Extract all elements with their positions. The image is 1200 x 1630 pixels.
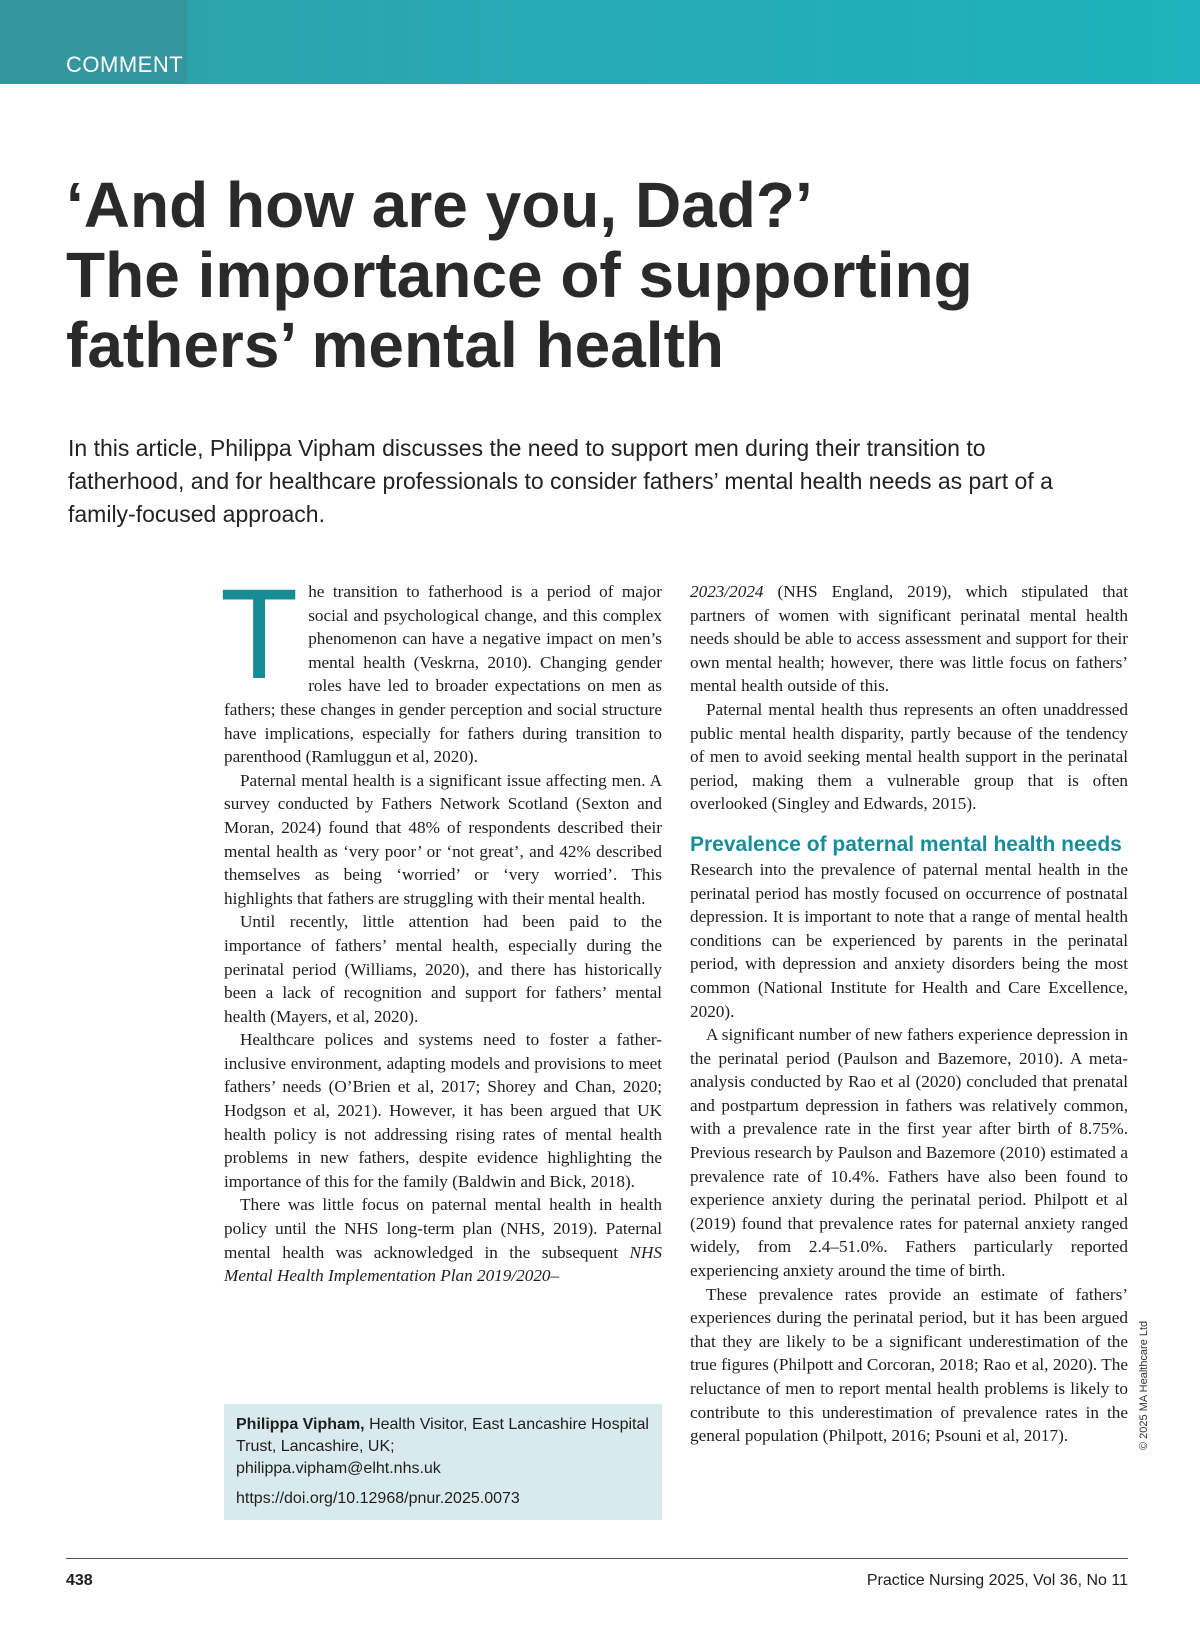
title-line: The importance of supporting [66, 239, 973, 311]
title-line: fathers’ mental health [66, 309, 724, 381]
section-label: COMMENT [66, 52, 184, 77]
paragraph: These prevalence rates provide an estimate of fathers’ experiences during the perinatal period, but it has been argued that they are likely to be a significant underestimation of the true figures (Philpott and Corcoran, 2018; Rao et al, 2020). The reluctance of men to report mental health problems is likely to contribute to this underestimation of prevalence rates in the general population (Philpott, 2016; Psouni et al, 2017). [690, 1284, 1128, 1446]
paragraph: Paternal mental health thus represents an often unaddressed public mental health disparity, partly because of the tendency of men to avoid seeking mental health support in the perinatal period, making them a vulnerable group that is often overlooked (Singley and Edwards, 2015). [690, 699, 1128, 814]
policy-title-italic: 2023/2024 [690, 582, 764, 601]
policy-title-italic: NHS Mental Health Implementation Plan 2019/2020– [224, 1242, 662, 1286]
standfirst: In this article, Philippa Vipham discusses the need to support men during their transition to fatherhood, and for healthcare professionals to consider fathers’ mental health needs as part of a family-focused approach. [68, 435, 1053, 527]
footer-rule [66, 1558, 1128, 1559]
copyright-notice: © 2025 MA Healthcare Ltd [1138, 1320, 1150, 1450]
drop-cap: T [220, 563, 299, 706]
title-line: ‘And how are you, Dad?’ [66, 169, 813, 241]
author-name: Philippa Vipham, [236, 1416, 365, 1433]
paragraph-text: There was little focus on paternal mental health in health policy until the NHS long-term plan (NHS, 2019). Paternal mental health was acknowledged in the subsequent [224, 1195, 662, 1262]
paragraph: Paternal mental health is a significant issue affecting men. A survey conducted by Fathers Network Scotland (Sexton and Moran, 2024) found that 48% of respondents described their mental health as ‘very poor’ or ‘not great’, and 42% described themselves as being ‘worried’ or ‘very worried’. This highlights that fathers are struggling with their mental health. [224, 770, 662, 908]
paragraph [220, 563, 662, 769]
body-column-right [690, 580, 1128, 1448]
paragraph: A significant number of new fathers experience depression in the perinatal period (Paulson and Bazemore, 2010). A meta-analysis conducted by Rao et al (2020) concluded that prenatal and postpartum depression in fathers was relatively common, with a prevalence rate in the first year after birth of 8.75%. Previous research by Paulson and Bazemore (2010) estimated a prevalence rate of 10.4%. Fathers have also been found to experience anxiety during the perinatal period. Philpott et al (2019) found that prevalence rates for paternal anxiety ranged widely, from 2.4–51.0%. Fathers particularly reported experiencing anxiety around the time of birth. [690, 1025, 1128, 1281]
body-column-left [220, 563, 662, 1288]
author-affiliation: Health Visitor, East Lancashire Hospital Trust, Lancashire, UK; [236, 1416, 649, 1455]
author-email[interactable]: philippa.vipham@elht.nhs.uk [236, 1460, 441, 1477]
author-info-box [224, 1404, 662, 1520]
paragraph-text: he transition to fatherhood is a period of major social and psychological change, and this complex phenomenon can have a negative impact on men’s mental health (Veskrna, 2010). Changing gender roles have led to broader expectations on men as fathers; these changes in gender perception and social structure have implications, especially for fathers during transition to parenthood (Ramluggun et al, 2020). [224, 582, 662, 767]
journal-citation: Practice Nursing 2025, Vol 36, No 11 [866, 1572, 1128, 1589]
doi-link[interactable]: https://doi.org/10.12968/pnur.2025.0073 [236, 1490, 520, 1507]
paragraph: Until recently, little attention had been paid to the importance of fathers’ mental health, especially during the perinatal period (Williams, 2020), and there has historically been a lack of recognition and support for fathers’ mental health (Mayers, et al, 2020). [224, 912, 662, 1026]
paragraph-text: (NHS England, 2019), which stipulated that partners of women with significant perinatal mental health needs should be able to access assessment and support for their own mental health; however, there was little focus on fathers’ mental health outside of this. [690, 582, 1128, 696]
paragraph: Research into the prevalence of paternal mental health in the perinatal period has mostly focused on occurrence of postnatal depression. It is important to note that a range of mental health conditions can be experienced by parents in the perinatal period, with depression and anxiety disorders being the most common (National Institute for Health and Care Excellence, 2020). [690, 859, 1128, 1021]
section-heading: Prevalence of paternal mental health needs [690, 832, 1122, 856]
author-line [236, 1414, 650, 1458]
page-number: 438 [66, 1572, 93, 1589]
paragraph [690, 580, 1128, 698]
article-title [66, 170, 1146, 380]
paragraph: Healthcare polices and systems need to foster a father-inclusive environment, adapting models and provisions to meet fathers’ needs (O’Brien et al, 2017; Shorey and Chan, 2020; Hodgson et al, 2021). However, it has been argued that UK health policy is not addressing rising rates of mental health problems in new fathers, despite evidence highlighting the importance of this for the family (Baldwin and Bick, 2018). [224, 1030, 662, 1191]
paragraph [224, 1193, 662, 1287]
